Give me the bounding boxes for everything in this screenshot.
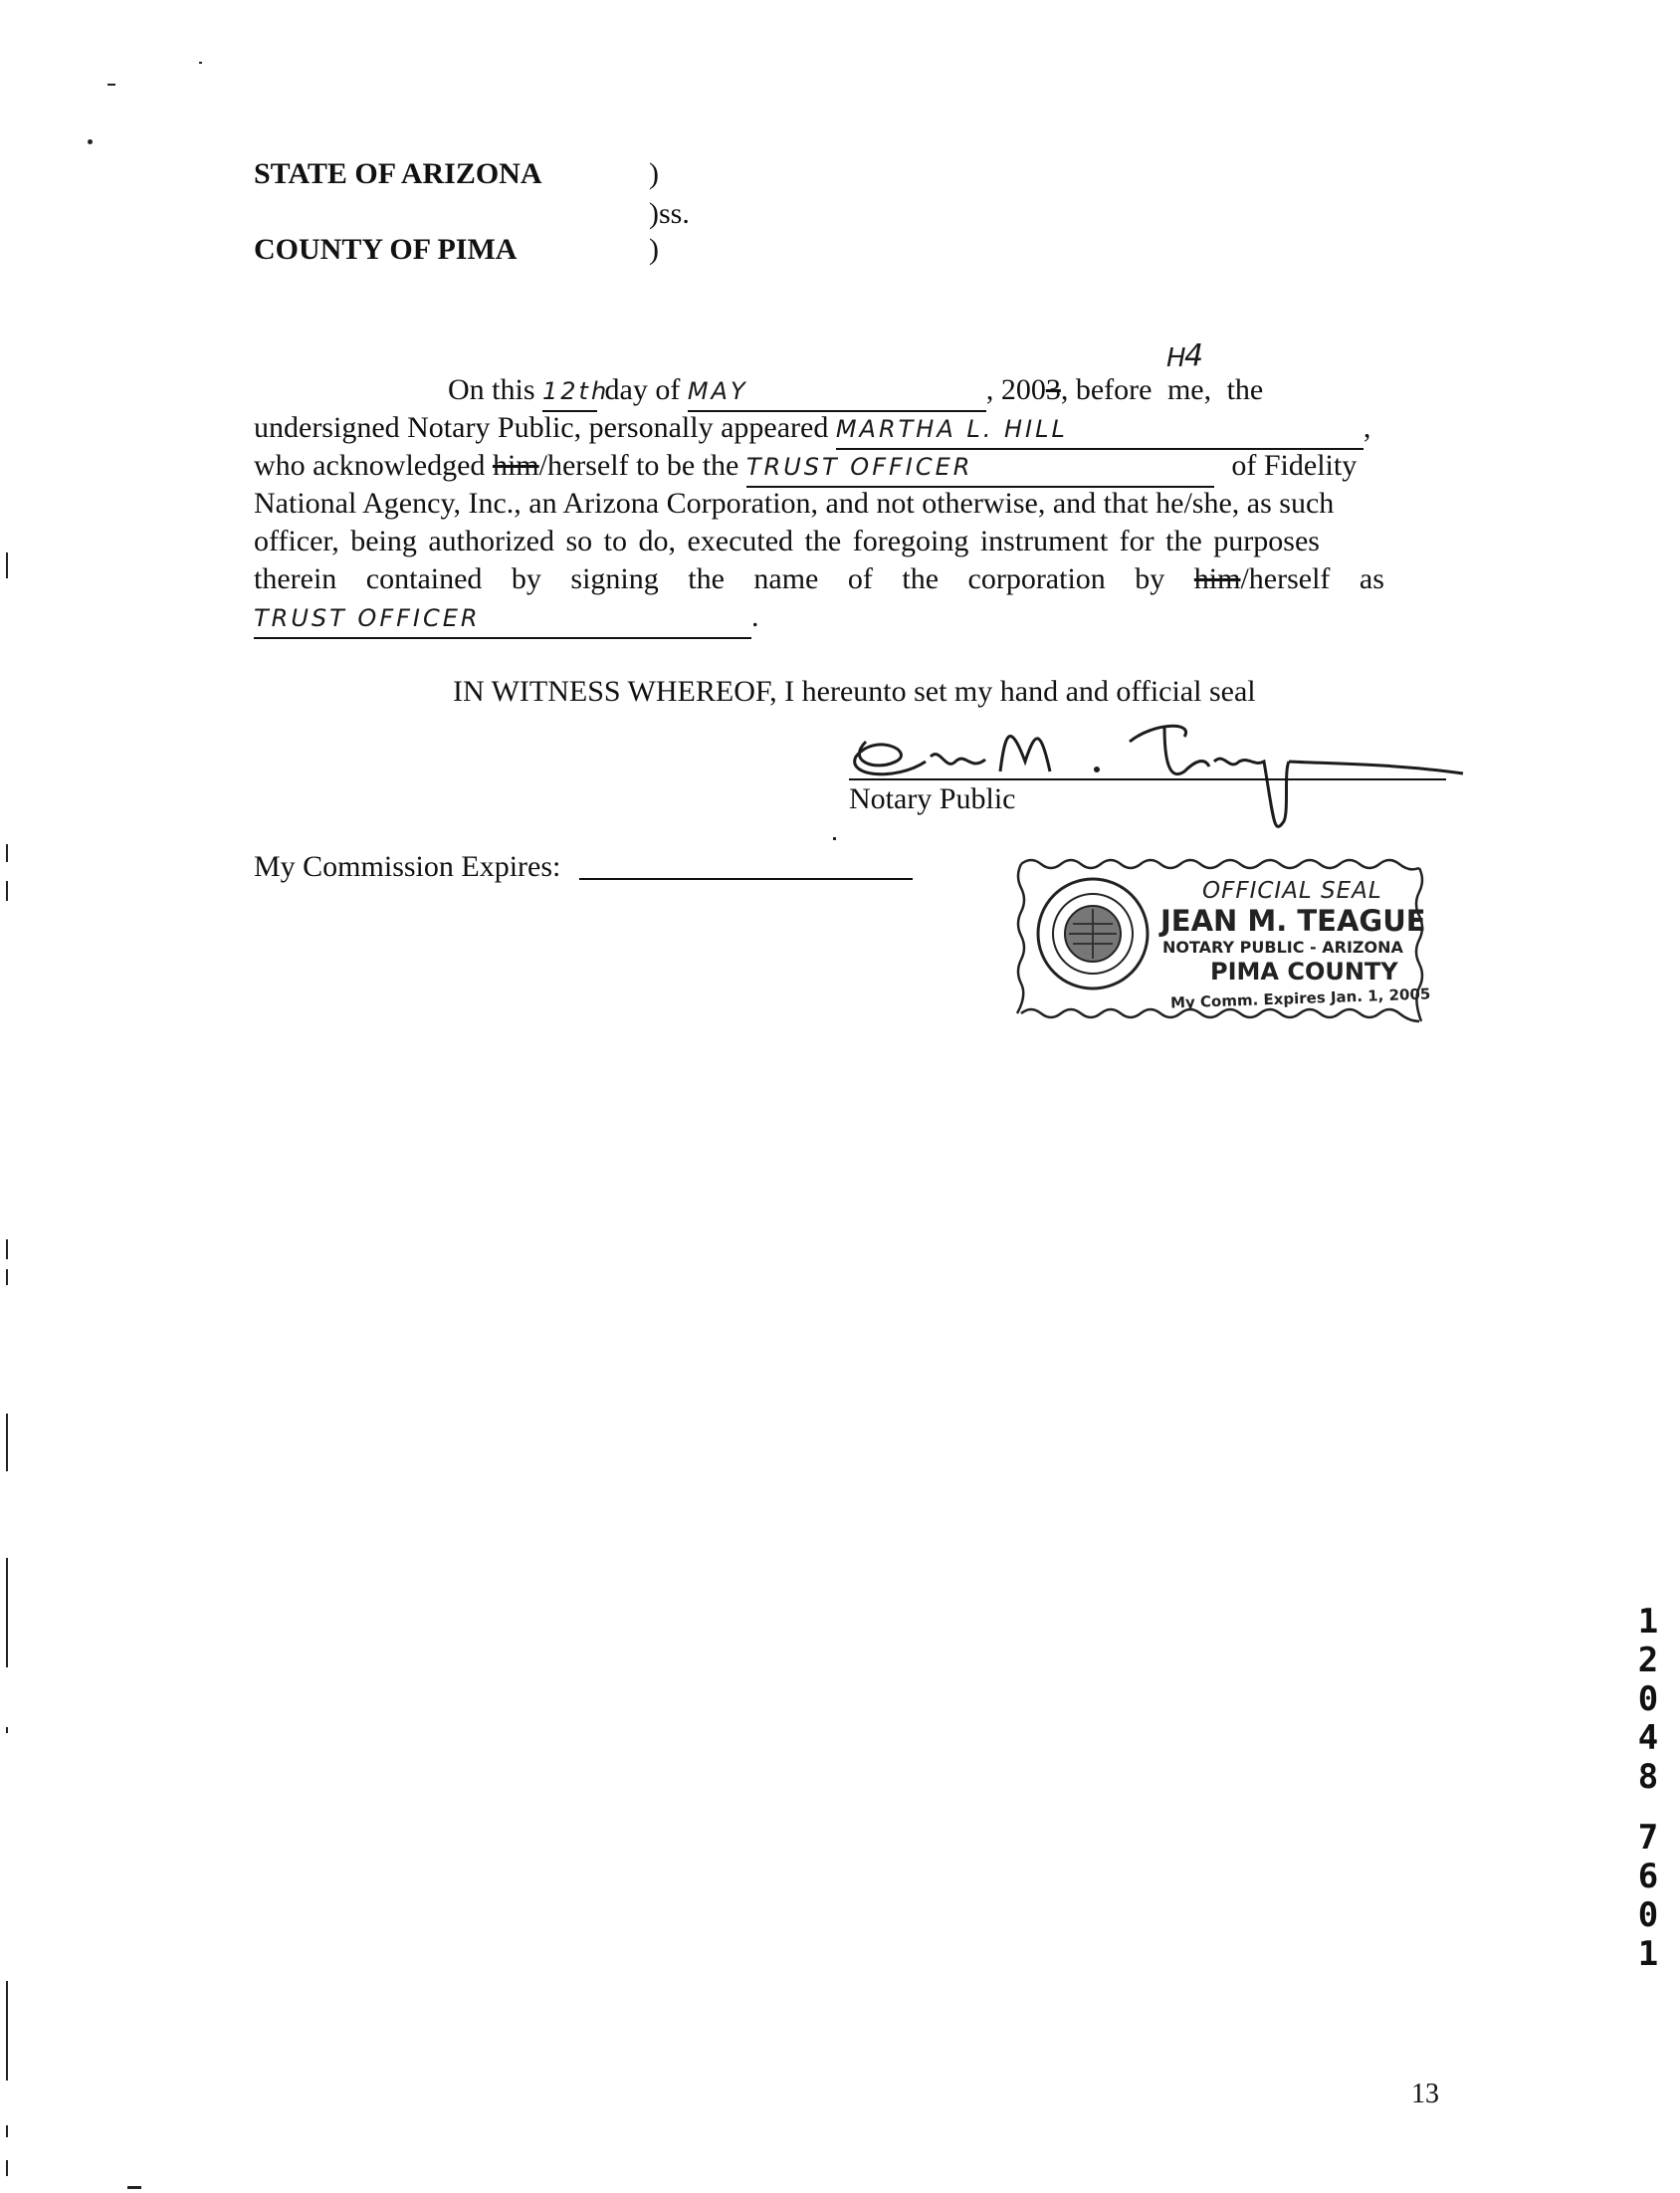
herself-as: /herself as [1240, 562, 1384, 595]
herself-to-be: /herself to be the [538, 449, 739, 482]
bates-digit: 7 [1637, 1818, 1659, 1858]
bates-number [1632, 1603, 1664, 1974]
witness-text: IN WITNESS WHEREOF, I hereunto set my hand and official seal [453, 675, 1256, 708]
acknowledgment-line-2 [254, 409, 1448, 450]
day-value: 12th [542, 372, 597, 412]
scan-mark [6, 1981, 8, 2081]
bates-digit: 0 [1637, 1895, 1659, 1935]
bates-digit: 4 [1637, 1718, 1659, 1758]
him-struck: him [492, 449, 539, 482]
official-seal-stamp [1013, 854, 1431, 1028]
scan-mark [6, 844, 8, 862]
venue-paren-top: ) [649, 157, 659, 190]
bates-digit: 0 [1637, 1679, 1659, 1719]
scan-mark [6, 1414, 8, 1471]
scan-mark [6, 2160, 8, 2176]
acknowledgment-line-3 [254, 447, 1448, 488]
year-correction-handwritten: 4 [1184, 338, 1207, 373]
venue-ss: )ss. [649, 197, 690, 230]
on-this: On this [448, 373, 535, 406]
scan-mark [127, 2186, 141, 2189]
line2-start: undersigned Notary Public, personally appeared [254, 411, 829, 444]
scan-mark [6, 881, 8, 901]
month-value: MAY [688, 372, 986, 412]
commission-label: My Commission Expires: [254, 850, 561, 883]
him-struck-2: him [1193, 562, 1241, 595]
scan-mark [107, 84, 115, 86]
scan-mark [6, 1727, 8, 1733]
line2-comma: , [1363, 411, 1371, 444]
commission-blank [579, 878, 913, 880]
acknowledgment-line-5: officer, being authorized so to do, executed the foregoing instrument for the purposes [254, 525, 1320, 557]
day-of: day of [604, 373, 681, 406]
seal-line-3: NOTARY PUBLIC - ARIZONA [1162, 938, 1403, 957]
notary-signature [836, 702, 1473, 841]
seal-line-2: JEAN M. TEAGUE [1160, 904, 1426, 938]
scan-mark [199, 62, 202, 64]
scan-mark [88, 139, 93, 144]
year-prefix: , 200 [985, 373, 1046, 406]
scan-mark [6, 1558, 8, 1667]
acknowledgment-line-6 [254, 560, 1384, 598]
bates-digit: 1 [1637, 1602, 1659, 1642]
line6-start: therein contained by signing the name of the corporation by [254, 562, 1165, 595]
acknowledgment-line-4: National Agency, Inc., an Arizona Corporation, and not otherwise, and that he/she, as such [254, 487, 1335, 520]
scan-mark [6, 1239, 8, 1259]
venue-paren-bottom: ) [649, 233, 659, 266]
bates-digit: 2 [1637, 1641, 1659, 1680]
venue-state: STATE OF ARIZONA [254, 157, 542, 190]
before-me: before me, the [1075, 373, 1264, 406]
year-struck: 3 [1045, 373, 1061, 406]
bates-digit: 8 [1637, 1757, 1659, 1797]
title-value: TRUST OFFICER [746, 448, 1214, 488]
correction-initials: H [1166, 343, 1189, 373]
seal-line-1: OFFICIAL SEAL [1202, 878, 1382, 904]
title-value-2: TRUST OFFICER [254, 599, 751, 639]
acknowledgment-line-1: On this 12th day of MAY , 2003, before me, the [448, 371, 1443, 412]
person-value: MARTHA L. HILL [836, 410, 1364, 450]
bates-digit: 1 [1637, 1934, 1659, 1974]
seal-line-4: PIMA COUNTY [1210, 958, 1398, 986]
line3-start: who acknowledged [254, 449, 486, 482]
of-fidelity: of Fidelity [1231, 449, 1358, 482]
scan-mark [6, 1269, 8, 1285]
acknowledgment-line-7 [254, 598, 759, 639]
period: . [751, 600, 759, 633]
venue-county: COUNTY OF PIMA [254, 233, 518, 266]
scan-mark [6, 552, 8, 578]
bates-digit: 6 [1637, 1857, 1659, 1896]
seal-line-5: My Comm. Expires Jan. 1, 2005 [1169, 985, 1431, 1012]
notary-public-label: Notary Public [849, 782, 1016, 815]
page-number: 13 [1411, 2079, 1439, 2109]
scan-mark [6, 2125, 8, 2137]
